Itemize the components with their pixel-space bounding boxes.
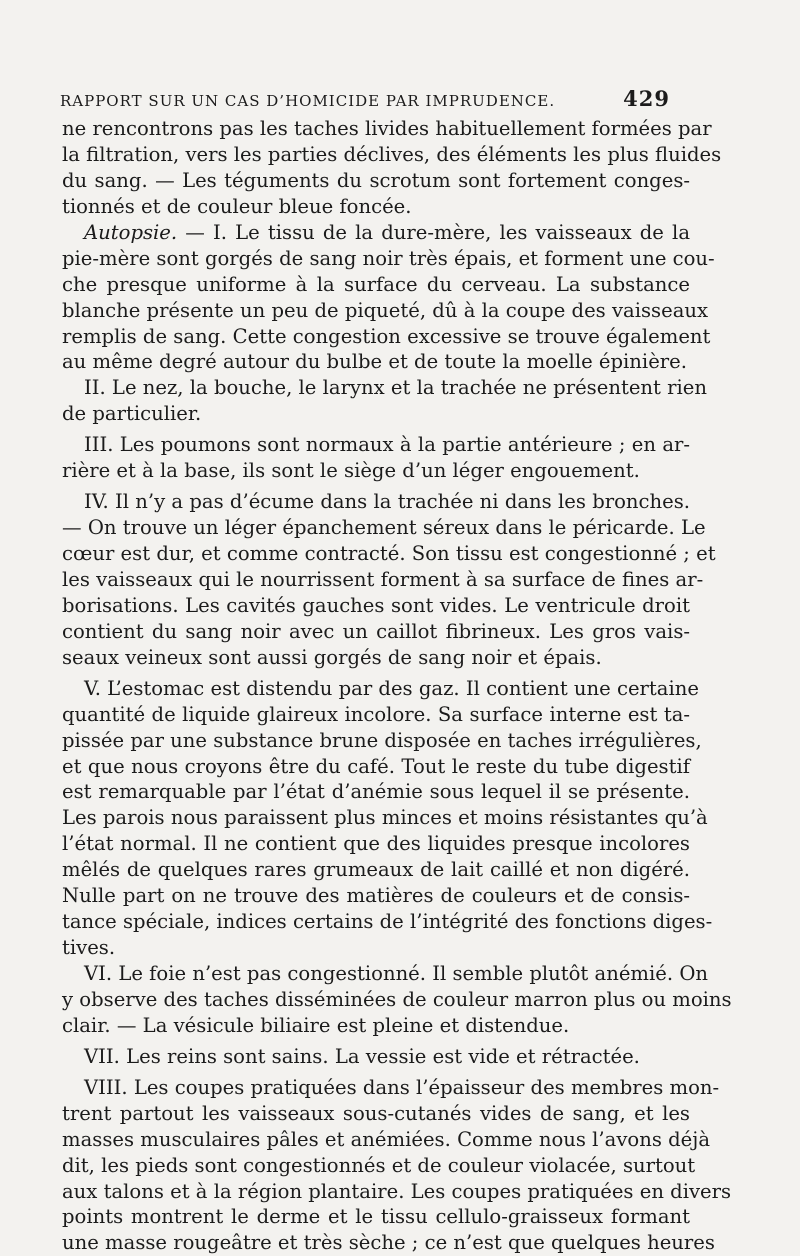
text-line: V. L’estomac est distendu par des gaz. Il contient une certaine bbox=[84, 676, 699, 700]
text-line: la filtration, vers les parties déclives, des éléments les plus fluides bbox=[62, 142, 722, 166]
text-line: cœur est dur, et comme contracté. Son tissu est congestionné ; et bbox=[62, 542, 716, 565]
text-line: du sang. — Les téguments du scrotum sont fortement conges- bbox=[62, 168, 690, 192]
text-line: rière et à la base, ils sont le siège d’un léger engouement. bbox=[62, 459, 640, 483]
text-line: Autopsie. — I. Le tissu de la dure-mère, les vaisseaux de la bbox=[84, 220, 690, 244]
text-line: VII. Les reins sont sains. La vessie est vide et rétractée. bbox=[84, 1044, 640, 1068]
text-line: blanche présente un peu de piqueté, dû à la coupe des vaisseaux bbox=[62, 298, 709, 322]
text-line: tance spéciale, indices certains de l’intégrité des fonctions diges- bbox=[62, 910, 713, 934]
text-line: trent partout les vaisseaux sous-cutanés vides de sang, et les bbox=[62, 1101, 690, 1125]
text-line: et que nous croyons être du café. Tout le reste du tube digestif bbox=[62, 754, 690, 778]
autopsie-label: Autopsie. bbox=[84, 220, 178, 244]
text-line: che presque uniforme à la surface du cerveau. La substance bbox=[62, 272, 690, 296]
text-line: aux talons et à la région plantaire. Les coupes pratiquées en divers bbox=[62, 1179, 732, 1203]
body-text bbox=[62, 116, 732, 1256]
text-line: une masse rougeâtre et très sèche ; ce n’est que quelques heures bbox=[62, 1231, 715, 1255]
text-line: pissée par une substance brune disposée en taches irrégulières, bbox=[62, 728, 702, 752]
text-line: remplis de sang. Cette congestion excessive se trouve également bbox=[62, 324, 711, 348]
text-line: de particulier. bbox=[62, 402, 202, 426]
text-line: pie-mère sont gorgés de sang noir très épais, et forment une cou- bbox=[62, 246, 715, 270]
text-line: III. Les poumons sont normaux à la partie antérieure ; en ar- bbox=[84, 433, 690, 457]
text-line: masses musculaires pâles et anémiées. Comme nous l’avons déjà bbox=[62, 1127, 711, 1151]
text-line: borisations. Les cavités gauches sont vides. Le ventricule droit bbox=[62, 593, 690, 617]
text-line: mêlés de quelques rares grumeaux de lait caillé et non digéré. bbox=[62, 858, 690, 882]
text-line: au même degré autour du bulbe et de toute la moelle épinière. bbox=[62, 350, 687, 374]
text-line: y observe des taches disséminées de couleur marron plus ou moins bbox=[62, 987, 732, 1011]
text-line: est remarquable par l’état d’anémie sous lequel il se présente. bbox=[62, 780, 690, 804]
text-line: ne rencontrons pas les taches livides habituellement formées par bbox=[62, 117, 712, 140]
text-line: VI. Le foie n’est pas congestionné. Il semble plutôt anémié. On bbox=[84, 962, 709, 985]
text-line: contient du sang noir avec un caillot fibrineux. Les gros vais- bbox=[62, 619, 690, 643]
text-line: points montrent le derme et le tissu cellulo-graisseux formant bbox=[62, 1205, 690, 1229]
text-line: tives. bbox=[62, 936, 116, 960]
text-line: clair. — La vésicule biliaire est pleine et distendue. bbox=[62, 1013, 570, 1037]
text-line: l’état normal. Il ne contient que des liquides presque incolores bbox=[62, 832, 690, 856]
text-line: II. Le nez, la bouche, le larynx et la trachée ne présentent rien bbox=[84, 376, 707, 400]
text-line: seaux veineux sont aussi gorgés de sang noir et épais. bbox=[62, 645, 602, 669]
text-line: Nulle part on ne trouve des matières de couleurs et de consis- bbox=[62, 884, 690, 908]
text-line: — On trouve un léger épanchement séreux dans le péricarde. Le bbox=[62, 516, 706, 540]
text-line: les vaisseaux qui le nourrissent forment à sa surface de fines ar- bbox=[62, 567, 704, 591]
text-line: dit, les pieds sont congestionnés et de couleur violacée, surtout bbox=[62, 1153, 696, 1177]
text-line: Les parois nous paraissent plus minces et moins résistantes qu’à bbox=[62, 806, 708, 830]
text-line: quantité de liquide glaireux incolore. Sa surface interne est ta- bbox=[62, 702, 690, 726]
running-header bbox=[60, 86, 670, 111]
text-line: tionnés et de couleur bleue foncée. bbox=[62, 194, 412, 218]
running-title: RAPPORT SUR UN CAS D’HOMICIDE PAR IMPRUDENCE. bbox=[60, 92, 556, 110]
text-line: VIII. Les coupes pratiquées dans l’épaisseur des membres mon- bbox=[84, 1075, 720, 1099]
page-number: 429 bbox=[623, 86, 670, 111]
text-line: IV. Il n’y a pas d’écume dans la trachée ni dans les bronches. bbox=[84, 490, 690, 514]
